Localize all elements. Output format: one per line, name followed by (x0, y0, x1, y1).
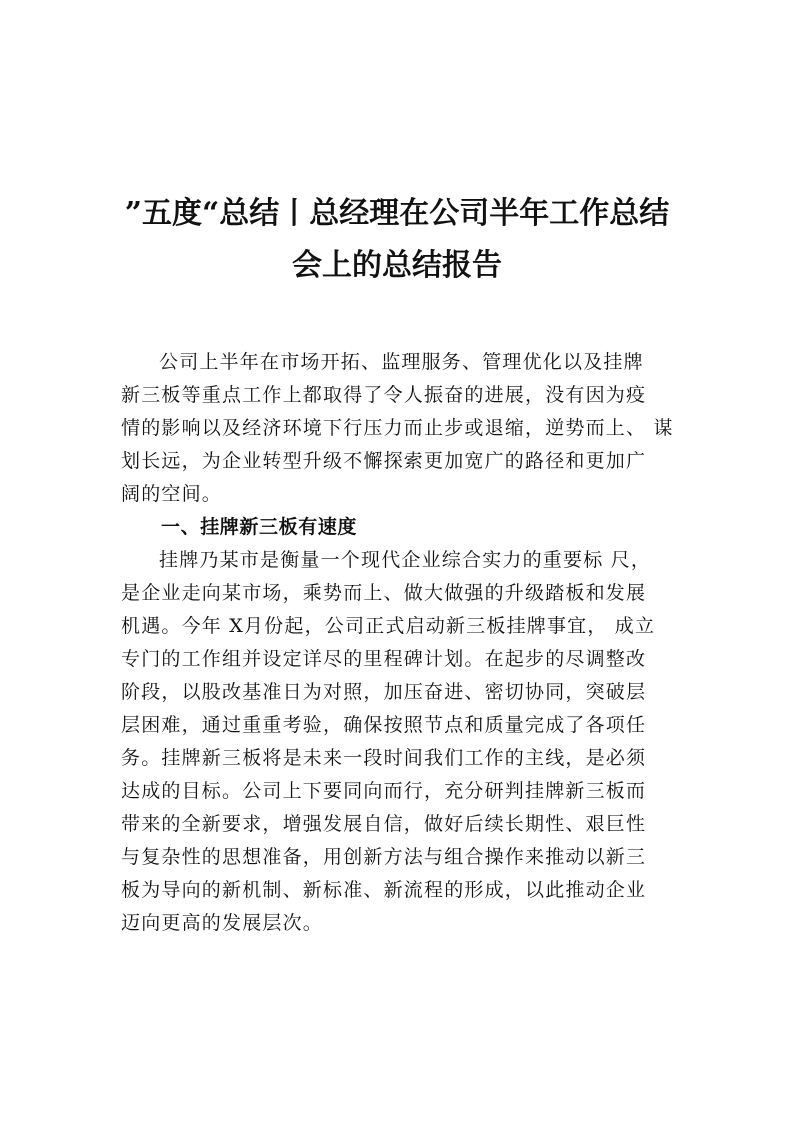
paragraph-line: 带来的全新要求，增强发展自信，做好后续长期性、艰巨性 (121, 813, 647, 835)
paragraph-line: 专门的工作组并设定详尽的里程碑计划。在起步的尽调整改 (121, 648, 647, 670)
title-line: ”五度“总结丨总经理在公司半年工作总结 (124, 196, 670, 231)
paragraph-line: 迈向更高的发展层次。 (121, 912, 324, 934)
paragraph-line: 机遇。今年 X月份起，公司正式启动新三板挂牌事宜， 成立 (121, 615, 656, 637)
paragraph-line: 层困难，通过重重考验，确保按照节点和质量完成了各项任 (121, 714, 647, 736)
paragraph-line: 挂牌乃某市是衡量一个现代企业综合实力的重要标 尺， (159, 549, 652, 571)
paragraph-line: 新三板等重点工作上都取得了令人振奋的进展，没有因为疫 (121, 384, 647, 406)
paragraph-line: 划长远，为企业转型升级不懈探索更加宽广的路径和更加广 (121, 450, 647, 472)
paragraph-line: 阔的空间。 (121, 483, 223, 505)
document-title (100, 188, 694, 292)
title-line: 会上的总结报告 (292, 248, 502, 283)
section-heading: 一、挂牌新三板有速度 (161, 516, 358, 538)
paragraph-line: 与复杂性的思想准备，用创新方法与组合操作来推动以新三 (121, 846, 647, 868)
document-body (121, 346, 681, 940)
paragraph-line: 板为导向的新机制、新标准、新流程的形成，以此推动企业 (121, 879, 647, 901)
paragraph-line: 达成的目标。公司上下要同向而行，充分研判挂牌新三板而 (121, 780, 647, 802)
paragraph-line: 务。挂牌新三板将是未来一段时间我们工作的主线，是必须 (121, 747, 647, 769)
paragraph-line: 情的影响以及经济环境下行压力而止步或退缩，逆势而上、 谋 (121, 417, 674, 439)
paragraph-line: 公司上半年在市场开拓、监理服务、管理优化以及挂牌 (159, 351, 644, 373)
paragraph-line: 阶段，以股改基准日为对照，加压奋进、密切协同，突破层 (121, 681, 647, 703)
paragraph-line: 是企业走向某市场，乘势而上、做大做强的升级踏板和发展 (121, 582, 647, 604)
